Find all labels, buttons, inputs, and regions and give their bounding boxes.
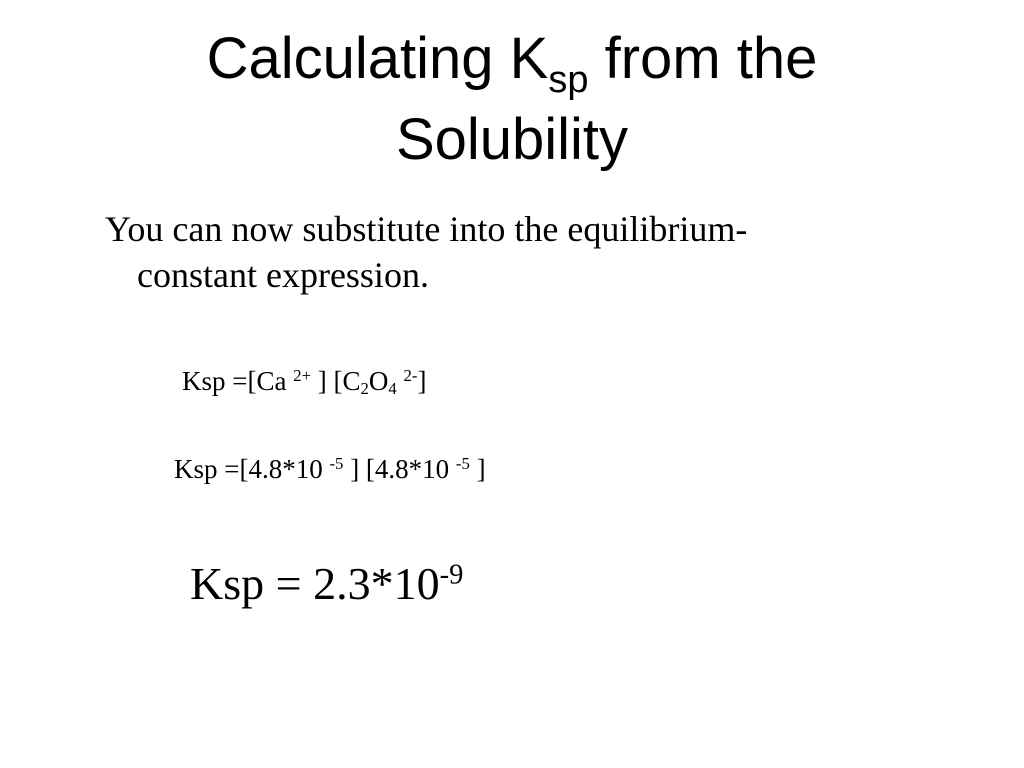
eq1-text: O [368, 366, 389, 396]
body-paragraph [105, 206, 865, 298]
eq2-text: ] [4.8*10 [343, 454, 456, 484]
eq2-exponent-1: -5 [329, 453, 344, 473]
eq1-text: ] [C [311, 366, 361, 396]
eq3-exponent: -9 [439, 559, 464, 591]
eq2-text: Ksp =[4.8*10 [174, 454, 330, 484]
eq1-charge-oxalate: 2- [403, 365, 418, 385]
title-text: Calculating K [206, 26, 549, 91]
eq2-text: ] [469, 454, 486, 484]
eq1-text [397, 366, 404, 396]
eq3-text: Ksp = 2.3*10 [190, 558, 440, 609]
body-line-1: You can now substitute into the equilibrium- [105, 209, 748, 249]
slide-title [0, 22, 1024, 177]
eq1-subscript-o: 4 [388, 379, 397, 399]
eq1-text: Ksp =[Ca [182, 366, 294, 396]
eq1-text: ] [417, 366, 427, 396]
title-subscript: sp [548, 59, 589, 101]
title-line-2: Solubility [395, 107, 629, 172]
body-line-2: constant expression. [137, 255, 429, 295]
ksp-substitution [174, 454, 486, 485]
title-text-continued: from the [588, 26, 818, 91]
ksp-expression [182, 366, 426, 397]
eq1-charge-ca: 2+ [293, 365, 312, 385]
eq2-exponent-2: -5 [455, 453, 470, 473]
eq1-subscript-c: 2 [360, 379, 369, 399]
ksp-result [190, 557, 463, 610]
